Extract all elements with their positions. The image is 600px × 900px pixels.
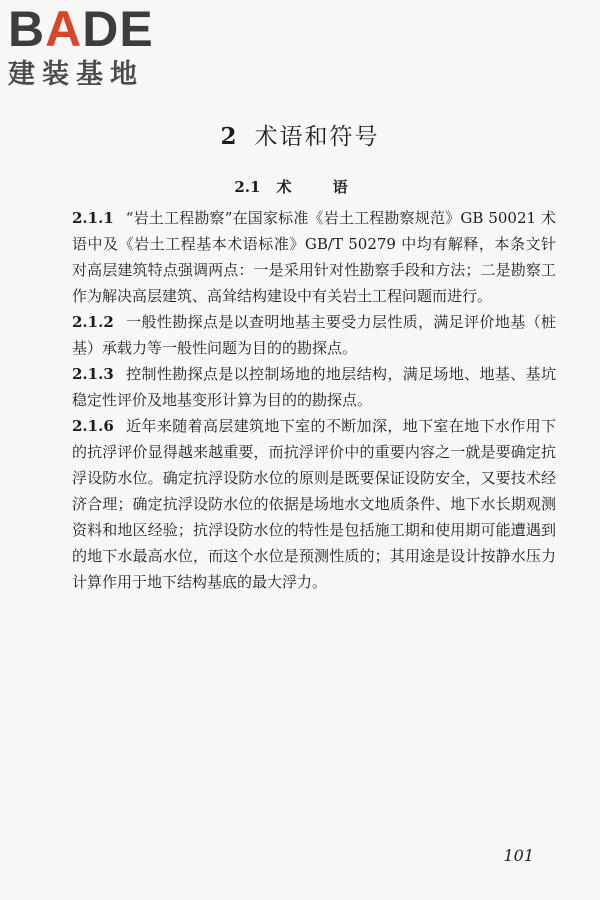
clause-number: 2.1.2 bbox=[72, 313, 114, 331]
logo-letter-a-accent: A bbox=[45, 1, 83, 57]
logo-wordmark bbox=[8, 1, 178, 57]
clause-text: “岩土工程勘察”在国家标准《岩土工程勘察规范》GB 50021 术语中及《岩土工程基本术语标准》GB/T 50279 中均有解释，本条文针对高层建筑特点强调两点：一是采用针对性勘察手段和方法；二是勘察工作为解决高层建筑、高耸结构建设中有关岩土工程问题而进行。 bbox=[72, 209, 556, 305]
clause-2-1-2 bbox=[72, 309, 556, 361]
clause-text: 近年来随着高层建筑地下室的不断加深，地下室在地下水作用下的抗浮评价显得越来越重要，而抗浮评价中的重要内容之一就是要确定抗浮设防水位。确定抗浮设防水位的原则是既要保证设防安全，又要技术经济合理；确定抗浮设防水位的依据是场地水文地质条件、地下水长期观测资料和地区经验；抗浮设防水位的特性是包括施工期和使用期可能遭遇到的地下水最高水位，而这个水位是预测性质的；其用途是设计按静水压力计算作用于地下结构基底的最大浮力。 bbox=[72, 417, 556, 591]
clause-number: 2.1.1 bbox=[72, 209, 114, 227]
clause-2-1-6 bbox=[72, 413, 556, 595]
section-title bbox=[0, 176, 600, 197]
chapter-title bbox=[0, 118, 600, 151]
chapter-number: 2 bbox=[220, 123, 239, 150]
clause-text: 一般性勘探点是以查明地基主要受力层性质，满足评价地基（桩基）承载力等一般性问题为目的的勘探点。 bbox=[72, 313, 556, 357]
page-number: 101 bbox=[503, 846, 534, 865]
logo-letters-de: DE bbox=[82, 1, 154, 57]
bade-logo bbox=[8, 1, 178, 94]
clause-list bbox=[72, 205, 556, 595]
clause-2-1-3 bbox=[72, 361, 556, 413]
logo-chinese-name: 建装基地 bbox=[8, 59, 144, 90]
logo-letters-b: B bbox=[8, 1, 46, 57]
clause-2-1-1 bbox=[72, 205, 556, 309]
chapter-title-text: 术语和符号 bbox=[254, 124, 380, 150]
clause-number: 2.1.3 bbox=[72, 365, 114, 383]
clause-text: 控制性勘探点是以控制场地的地层结构，满足场地、地基、基坑稳定性评价及地基变形计算为目的的勘探点。 bbox=[72, 365, 556, 409]
section-number: 2.1 bbox=[234, 178, 261, 196]
clause-number: 2.1.6 bbox=[72, 417, 114, 435]
section-title-text: 术 语 bbox=[276, 178, 366, 196]
